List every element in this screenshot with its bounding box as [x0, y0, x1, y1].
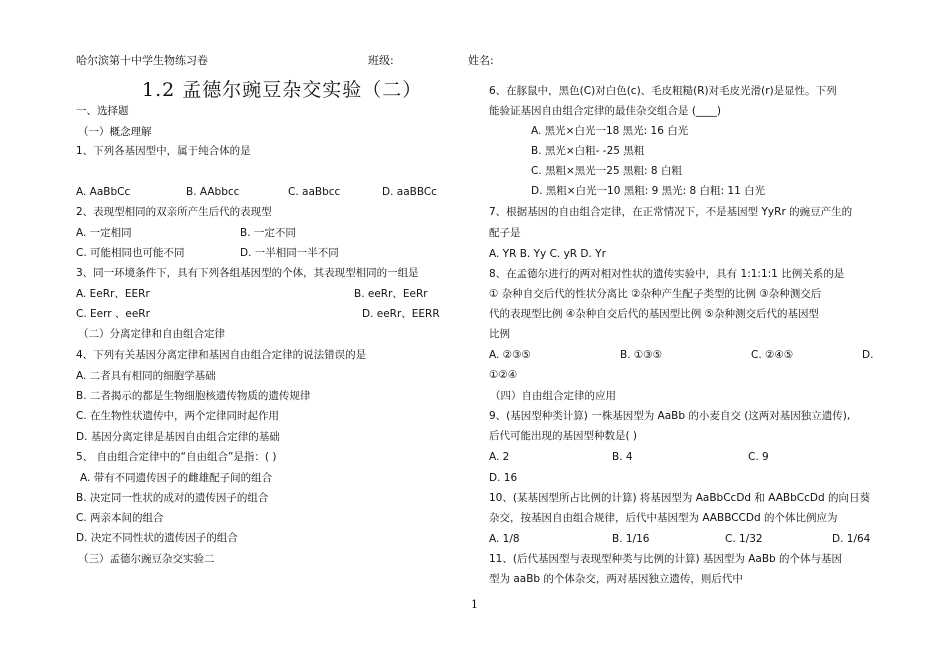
- q5-option-b: B. 决定同一性状的成对的遗传因子的组合: [76, 492, 269, 504]
- question-9-line-2: 后代可能出现的基因型种数是( ): [489, 430, 638, 442]
- q4-option-c: C. 在生物性状遗传中，两个定律同时起作用: [76, 410, 280, 422]
- q5-option-a: A. 带有不同遗传因子的雌雄配子间的组合: [80, 472, 273, 484]
- section-heading-choice: 一、选择题: [76, 105, 129, 117]
- q8-option-b: B. ①③⑤: [620, 349, 663, 361]
- q4-option-b: B. 二者揭示的都是生物细胞核遗传物质的遗传规律: [76, 390, 311, 402]
- q7-options: A. YR B. Yy C. yR D. Yr: [489, 248, 606, 260]
- q6-option-c: C. 黑粗×黑光一25 黑粗: 8 白粗: [531, 165, 682, 177]
- q8-option-c: C. ②④⑤: [751, 349, 794, 361]
- question-7-line-2: 配子是: [489, 227, 521, 239]
- question-11-line-1: 11、(后代基因型与表现型种类与比例的计算) 基因型为 AaBb 的个体与基因: [489, 553, 843, 565]
- question-1: 1、下列各基因型中，属于纯合体的是: [76, 145, 251, 157]
- q8-option-d-continued: ①②④: [489, 369, 518, 381]
- subsection-applications: （四）自由组合定律的应用: [490, 390, 616, 402]
- page-number: 1: [471, 598, 478, 611]
- q4-option-d: D. 基因分离定律是基因自由组合定律的基础: [76, 431, 280, 443]
- q9-option-b: B. 4: [612, 451, 633, 463]
- q4-option-a: A. 二者具有相同的细胞学基础: [76, 370, 216, 382]
- q6-option-b: B. 黑光×白粗- -25 黑粗: [531, 145, 645, 157]
- q10-option-d: D. 1/64: [832, 533, 871, 545]
- q2-option-b: B. 一定不同: [240, 227, 296, 239]
- class-label: 班级:: [368, 54, 394, 67]
- q10-option-c: C. 1/32: [725, 533, 763, 545]
- q3-option-d: D. eeRr、EERR: [362, 308, 440, 320]
- q3-option-c: C. Eerr 、eeRr: [76, 308, 150, 320]
- q9-option-a: A. 2: [489, 451, 510, 463]
- q1-option-b: B. AAbbcc: [186, 186, 240, 198]
- q2-option-a: A. 一定相同: [76, 227, 132, 239]
- q3-option-b: B. eeRr、EeRr: [354, 288, 428, 300]
- question-8-line-4: 比例: [489, 328, 510, 340]
- q10-option-a: A. 1/8: [489, 533, 520, 545]
- question-9-line-1: 9、(基因型种类计算) 一株基因型为 AaBb 的小麦自交 (这两对基因独立遗传),: [489, 410, 851, 422]
- page-title: 1.2 孟德尔豌豆杂交实验（二）: [142, 79, 423, 101]
- question-6-line-2: 能验证基因自由组合定律的最佳杂交组合是 (____): [489, 105, 722, 117]
- subsection-concepts: （一）概念理解: [78, 126, 152, 138]
- subsection-experiment-2: （三）孟德尔豌豆杂交实验二: [78, 553, 215, 565]
- q9-option-c: C. 9: [748, 451, 769, 463]
- q8-option-d: D.: [862, 349, 874, 361]
- question-5: 5、 自由组合定律中的“自由组合”是指：( ): [76, 451, 277, 463]
- name-label: 姓名:: [468, 54, 494, 67]
- question-11-line-2: 型为 aaBb 的个体杂交，两对基因独立遗传，则后代中: [489, 573, 743, 585]
- q5-option-d: D. 决定不同性状的遗传因子的组合: [76, 532, 238, 544]
- q5-option-c: C. 两亲本间的组合: [76, 512, 164, 524]
- question-7-line-1: 7、根据基因的自由组合定律，在正常情况下，不是基因型 YyRr 的豌豆产生的: [489, 206, 853, 218]
- q1-option-d: D. aaBBCc: [382, 186, 437, 198]
- question-10-line-2: 杂交，按基因自由组合规律，后代中基因型为 AABBCCDd 的个体比例应为: [489, 512, 838, 524]
- question-8-line-3: 代的表现型比例 ④杂种自交后代的基因型比例 ⑤杂种测交后代的基因型: [489, 308, 820, 320]
- school-header: 哈尔滨第十中学生物练习卷: [76, 54, 208, 67]
- q2-option-c: C. 可能相同也可能不同: [76, 247, 185, 259]
- q6-option-d: D. 黑粗×白光一10 黑粗: 9 黑光: 8 白粗: 11 白光: [531, 185, 766, 197]
- q9-option-d: D. 16: [489, 472, 518, 484]
- q1-option-a: A. AaBbCc: [76, 186, 131, 198]
- q6-option-a: A. 黑光×白光一18 黑光: 16 白光: [531, 125, 689, 137]
- q2-option-d: D. 一半相同一半不同: [240, 247, 339, 259]
- subsection-laws: （二）分离定律和自由组合定律: [78, 328, 225, 340]
- question-2: 2、表现型相同的双亲所产生后代的表现型: [76, 206, 272, 218]
- q10-option-b: B. 1/16: [612, 533, 650, 545]
- question-3: 3、同一环境条件下，具有下列各组基因型的个体，其表现型相同的一组是: [76, 267, 419, 279]
- question-8-line-2: ① 杂种自交后代的性状分离比 ②杂种产生配子类型的比例 ③杂种测交后: [489, 288, 822, 300]
- q8-option-a: A. ②③⑤: [489, 349, 531, 361]
- question-6-line-1: 6、在豚鼠中，黑色(C)对白色(c)、毛皮粗糙(R)对毛皮光滑(r)是显性。下列: [489, 85, 837, 97]
- q3-option-a: A. EeRr、EERr: [76, 288, 150, 300]
- question-4: 4、下列有关基因分离定律和基因自由组合定律的说法错误的是: [76, 349, 367, 361]
- q1-option-c: C. aaBbcc: [288, 186, 341, 198]
- question-10-line-1: 10、(某基因型所占比例的计算) 将基因型为 AaBbCcDd 和 AABbCcDd 的向日葵: [489, 492, 870, 504]
- question-8-line-1: 8、在孟德尔进行的两对相对性状的遗传实验中，具有 1:1:1:1 比例关系的是: [489, 268, 845, 280]
